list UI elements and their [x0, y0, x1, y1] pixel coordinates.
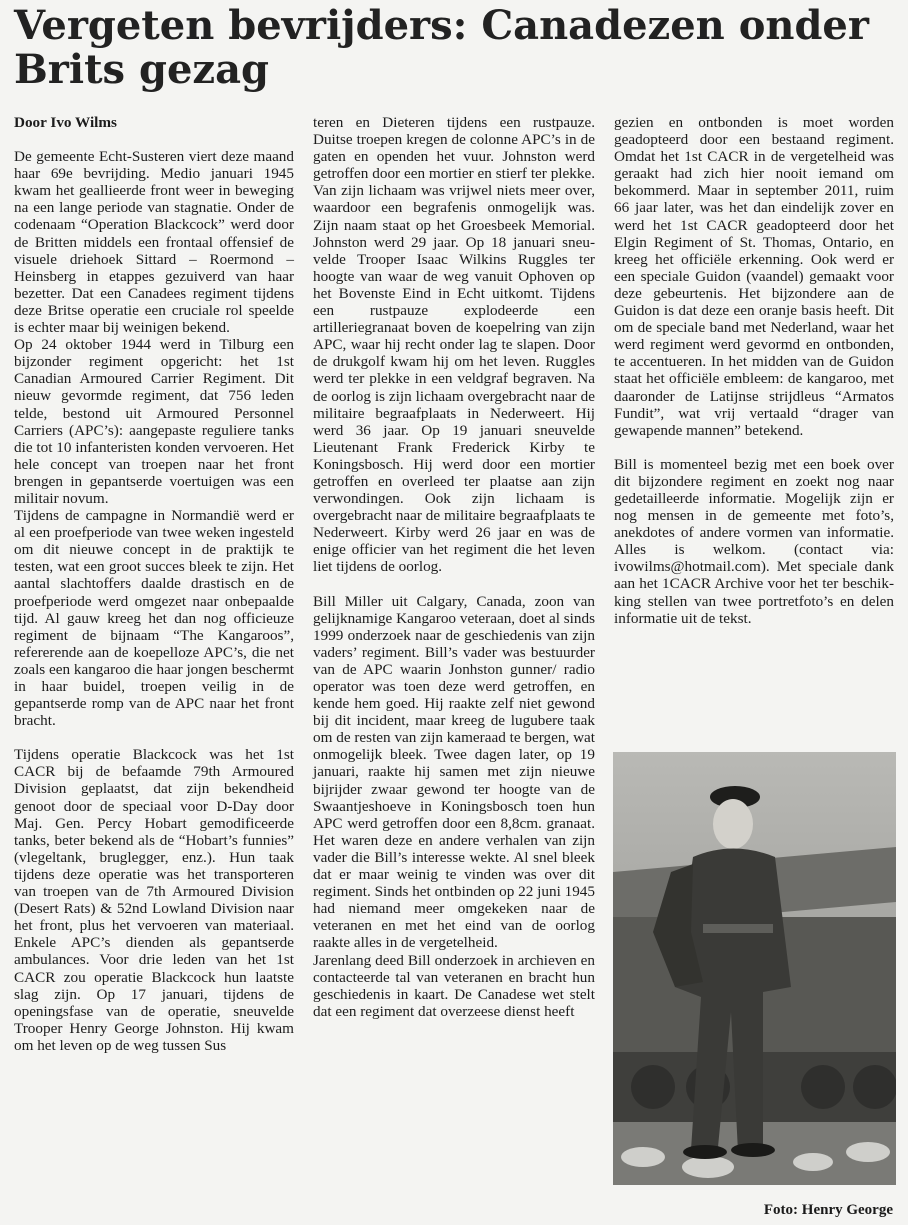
paragraph-regiment: Op 24 oktober 1944 werd in Tilburg een bijzonder regiment opgericht: het 1st Canadian Armoured Carrier Regiment. Dit nieuw gevormde regiment, dat 756 leden telde, bestond uit Armoured Personnel Carriers (APC’s): aangepaste reguliere tanks die tot 10 infanteristen konden vervoeren. Het hele concept van troepen naar het front brengen in gepantserde voertuigen was een militair novum.: [14, 336, 294, 507]
article-column-1: [14, 114, 294, 1054]
paragraph-research-continued: gezien en ontbonden is moet worden geadopteerd door een bestaand regiment. Omdat het 1st CACR in de vergetelheid was geraakt had zich hier nooit iemand om bekommerd. Maar in september 2011, ruim 66 jaar later, was het dan eindelijk zover en werd het 1st CACR geadopteerd door het Elgin Regiment of St. Thomas, Ontario, en kreeg het officiële erkenning. Ook werd er een speciale Guidon (vaandel) gemaakt voor deze gebeurtenis. Het bijzondere aan de Guidon is dat deze een oranje basis heeft. Dit om de speciale band met Nederland, waar het werd regiment werd gevormd en ontbonden, te accentueren. In het midden van de Guidon staat het officiële embleem: de kangaroo, met daaronder de Latijnse strijdleus “Armatos Fundit”, wat vrij vertaald “drager van gewapende mannen” betekend.: [614, 114, 894, 439]
paragraph-book: Bill is momenteel bezig met een boek over dit bijzondere regiment en zoekt nog naar gedetailleerde informatie. Mogelijk zijn er nog mensen in de gemeente met foto’s, anekdotes of andere vormen van informatie. Alles is welkom. (contact via: ivowilms@hotmail.com). Met speciale dank aan het 1CACR Archive voor het ter beschikking stellen van twee portretfoto’s en delen informatie uit de tekst.: [614, 455, 894, 627]
paragraph-blackcock: Tijdens operatie Blackcock was het 1st CACR bij de befaamde 79th Armoured Division geplaatst, dat zijn bekendheid genoot door de speciaal voor D-Day door Maj. Gen. Percy Hobart gemodificeerde tanks, beter bekend als de “Hobart’s funnies” (vlegeltank, bruglegger, enz.). Hun taak tijdens deze operatie was het transporteren van troepen van de 7th Armoured Division (Desert Rats) & 52nd Lowland Division naar het front, plus het vervoeren van materiaal. Enkele APC’s dienden als gepantserde ambulances. Voor drie leden van het 1st CACR zou operatie Blackcock hun laatste slag zijn. Op 17 januari, tijdens de openingsfase van de operatie, sneuvelde Trooper Henry George Johnston. Hij kwam om het leven op de weg tussen Sus: [14, 746, 294, 1054]
paragraph-bill-miller: Bill Miller uit Calgary, Canada, zoon van gelijknamige Kangaroo veteraan, doet al sinds 1999 onderzoek naar de geschiedenis van zijn vaders’ regiment. Bill’s vader was bestuurder van de APC waarin Jonhston gunner/ radio operator was toen deze werd getroffen, en kende hem goed. Hij raakte zelf niet gewond bij dit incident, maar kreeg de lugubere taak om de resten van zijn kameraad te bergen, wat onmogelijk bleek. Twee dagen later, op 19 januari, raakte hij samen met zijn nieuwe bijrijder zwaar gewond ter hoogte van de Swaantjeshoeve in Koningsbosch toen hun APC werd getroffen door een 8,8cm. granaat. Het waren deze en andere verhalen van zijn vader die Bill’s interesse wekte. Al snel bleek dat er maar weinig te vinden was over dit regiment. Sinds het ontbinden op 22 juni 1945 had niemand meer omgekeken naar de veteranen en met het eind van de oorlog raakte alles in de vergetelheid.: [313, 592, 595, 952]
paragraph-research: Jarenlang deed Bill onderzoek in archieven en contacteerde tal van veteranen en bracht hun geschiedenis in kaart. De Canadese wet stelt dat een regiment dat overzeese dienst heeft: [313, 951, 595, 1020]
paragraph-normandie: Tijdens de campagne in Normandië werd er al een proefperiode van twee weken ingesteld om dit nieuwe concept in de praktijk te testen, wat een groot succes bleek te zijn. Het aantal slachtoffers daalde drastisch en de proefperiode werd omgezet naar onbepaalde tijd. Al gauw kreeg het dan nog officieuze regiment de bijnaam “The Kangaroos”, refererende aan de koepelloze APC’s, die net zoals een kangaroo die haar jongen beschermt in haar buidel, troepen veilig in de gepantserde romp van de APC naar het front bracht.: [14, 507, 295, 730]
paragraph-blackcock-continued: teren en Dieteren tijdens een rustpauze. Duitse troepen kregen de colonne APC’s in de gaten en openden het vuur. Johnston werd getroffen door een mortier en stierf ter plekke. Van zijn lichaam was vrijwel niets meer over, waardoor een begrafenis onmogelijk was. Zijn naam staat op het Groesbeek Memorial. Johnston werd 29 jaar. Op 18 januari sneuvelde Trooper Isaac Wilkins Ruggles ter hoogte van waar de weg vanuit Ophoven op het Bovenste Eind in Echt uitkomt. Tijdens een rustpauze explodeerde een artilleriegranaat boven de koepelring van zijn APC, waar hij recht onder lag te slapen. Door de drukgolf kwam hij om het leven. Ruggles werd ter plekke in een veldgraf begraven. Na de oorlog is zijn lichaam overgebracht naar de militaire begraafplaats in Nederweert. Hij werd 36 jaar. Op 19 januari sneuvelde Lieutenant Frank Frederick Kirby te Koningsbosch. Hij werd door een mortier getroffen en overleed ter plaatse aan zijn verwondingen. Ook zijn lichaam is overgebracht naar de militaire begraafplaats te Nederweert. Kirby werd 26 jaar en was de enige officier van het regiment die het leven liet tijdens de oorlog.: [313, 114, 595, 576]
soldier-photo-drawing: [613, 752, 896, 1185]
article-column-3: [614, 114, 894, 627]
soldier-photo: [613, 752, 896, 1185]
paragraph-intro: De gemeente Echt-Susteren viert deze maand haar 69e bevrijding. Medio januari 1945 kwam het geallieerde front weer in beweging na een lange periode van stagnatie. Onder de codenaam “Operation Blackcock” werd door de Britten middels een frontaal offensief de visuele driehoek Sittard – Roermond – Heinsberg in etappes gezuiverd van haar bezetter. Dat een Canadees regiment tijdens deze Britse operatie een cruciale rol speelde is echter maar bij weinigen bekend.: [14, 148, 294, 337]
article-column-2: [313, 114, 595, 1020]
headline: Vergeten bevrijders: Canadezen onder Brits gezag: [14, 2, 869, 93]
byline: Door Ivo Wilms: [14, 114, 117, 131]
photo-caption: Foto: Henry George: [763, 1202, 893, 1218]
